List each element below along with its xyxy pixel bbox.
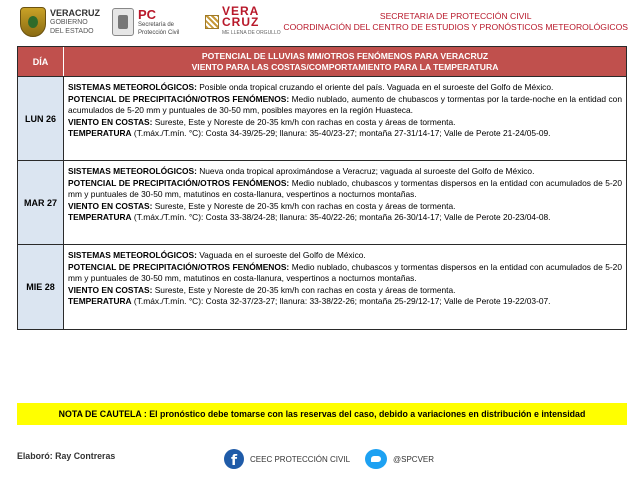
- logo-veracruz-text: VERACRUZ: [50, 7, 101, 18]
- systems-text: Vaguada en el suroeste del Golfo de México.: [196, 250, 366, 260]
- agency-line-1: SECRETARIA DE PROTECCIÓN CIVIL: [379, 11, 532, 21]
- temperature-text: (T.máx./T.mín. °C): Costa 34-39/25-29; llanura: 35-40/23-27; montaña 27-31/14-17; Valle de Perote 21-24/05-09.: [131, 128, 551, 139]
- coat-of-arms-icon: [20, 7, 46, 37]
- forecast-header-line-2: VIENTO PARA LAS COSTAS/COMPORTAMIENTO PARA LA TEMPERATURA: [191, 61, 499, 72]
- systems-label: SISTEMAS METEOROLÓGICOS:: [68, 166, 197, 176]
- wind-label: VIENTO EN COSTAS:: [68, 116, 153, 127]
- potential-text: Medio nublado, chubascos y tormentas dispersos en la entidad con acumulados de 5-20 mm y puntuales de 30-50 mm, matutinos en costa-llanura, vespertinos a nocturnos montañas.: [68, 261, 622, 284]
- page-header: [0, 0, 640, 44]
- potential-label: POTENCIAL DE PRECIPITACIÓN/OTROS FENÓMENOS:: [68, 261, 290, 272]
- day-cell: LUN 26: [18, 77, 64, 160]
- facebook-icon: f: [224, 449, 244, 469]
- systems-label: SISTEMAS METEOROLÓGICOS:: [68, 82, 197, 92]
- potential-label: POTENCIAL DE PRECIPITACIÓN/OTROS FENÓMENOS:: [68, 177, 290, 188]
- twitter-link[interactable]: [365, 449, 434, 469]
- wind-label: VIENTO EN COSTAS:: [68, 284, 153, 295]
- table-header: [18, 47, 626, 76]
- forecast-table: [17, 46, 627, 330]
- systems-text: Posible onda tropical cruzando el oriente del país. Vaguada en el suroeste del Golfo de México.: [196, 82, 554, 92]
- temperature-text: (T.máx./T.mín. °C): Costa 33-38/24-28; llanura: 35-40/22-26; montaña 26-30/14-17; Valle de Perote 20-23/04-08.: [131, 212, 551, 223]
- table-row: [18, 76, 626, 160]
- forecast-cell: [64, 161, 626, 244]
- wind-text: Sureste, Este y Noreste de 20-35 km/h con rachas en costa y áreas de tormenta.: [152, 116, 456, 127]
- facebook-label: CEEC PROTECCIÓN CIVIL: [250, 454, 351, 464]
- veracruz-pride-logo: [205, 5, 281, 39]
- pattern-icon: [205, 15, 219, 29]
- temperature-label: TEMPERATURA: [68, 128, 132, 139]
- vc-slogan: ME LLENA DE ORGULLO: [222, 30, 281, 36]
- seal-icon: [112, 8, 134, 36]
- facebook-link[interactable]: [224, 449, 350, 469]
- wind-text: Sureste, Este y Noreste de 20-35 km/h con rachas en costa y áreas de tormenta.: [152, 200, 456, 211]
- potential-label: POTENCIAL DE PRECIPITACIÓN/OTROS FENÓMENOS:: [68, 93, 290, 104]
- table-row: [18, 244, 626, 329]
- potential-text: Medio nublado, chubascos y tormentas dispersos en la entidad con acumulados de 5-20 mm y puntuales de 30-50 mm, matutinos en costa-llanura, vespertinos a nocturnos montañas.: [68, 177, 622, 200]
- pc-acronym: PC: [138, 6, 157, 22]
- caution-note: [17, 403, 627, 425]
- wind-label: VIENTO EN COSTAS:: [68, 200, 153, 211]
- vc-text-line2: CRUZ: [222, 15, 260, 29]
- forecast-header-line-1: POTENCIAL DE LLUVIAS MM/OTROS FENÓMENOS PARA VERACRUZ: [201, 51, 489, 61]
- temperature-label: TEMPERATURA: [68, 212, 132, 223]
- pc-text-line2: Protección Civil: [138, 29, 180, 36]
- agency-line-2: COORDINACIÓN DEL CENTRO DE ESTUDIOS Y PRONÓSTICOS METEOROLÓGICOS: [283, 21, 628, 32]
- logo-gobierno-text: GOBIERNO: [50, 18, 88, 26]
- systems-text: Nueva onda tropical aproximándose a Veracruz; vaguada al suroeste del Golfo de México.: [196, 166, 535, 176]
- proteccion-civil-logo: [112, 5, 179, 39]
- day-column-header: DÍA: [18, 47, 64, 76]
- agency-title: [283, 11, 628, 32]
- potential-text: Medio nublado, aumento de chubascos y tormentas por la tarde-noche en la entidad con acumulados de 5-20 mm y puntuales de 30-50 mm, posibles mayores en la región Huasteca.: [68, 93, 622, 116]
- day-cell: MAR 27: [18, 161, 64, 244]
- systems-label: SISTEMAS METEOROLÓGICOS:: [68, 250, 197, 260]
- temperature-text: (T.máx./T.mín. °C): Costa 32-37/23-27; llanura: 33-38/22-26; montaña 25-29/12-17; Valle de Perote 19-22/03-07.: [131, 296, 551, 307]
- caution-text: NOTA DE CAUTELA : El pronóstico debe tomarse con las reservas del caso, debido a variaciones en distribución e intensidad: [58, 409, 586, 419]
- table-row: [18, 160, 626, 244]
- author-credit: Elaboró: Ray Contreras: [17, 451, 116, 461]
- veracruz-government-logo: [20, 5, 100, 39]
- vc-text-line1: VERA: [222, 4, 260, 18]
- pc-text-line1: Secretaría de: [138, 21, 175, 28]
- logo-estado-text: DEL ESTADO: [50, 27, 94, 35]
- temperature-label: TEMPERATURA: [68, 296, 132, 307]
- day-cell: MIE 28: [18, 245, 64, 329]
- forecast-cell: [64, 77, 626, 160]
- forecast-cell: [64, 245, 626, 329]
- twitter-icon: [365, 449, 387, 469]
- forecast-column-header: [64, 47, 626, 76]
- twitter-label: @SPCVER: [393, 454, 435, 464]
- wind-text: Sureste, Este y Noreste de 20-35 km/h con rachas en costa y áreas de tormenta.: [152, 284, 456, 295]
